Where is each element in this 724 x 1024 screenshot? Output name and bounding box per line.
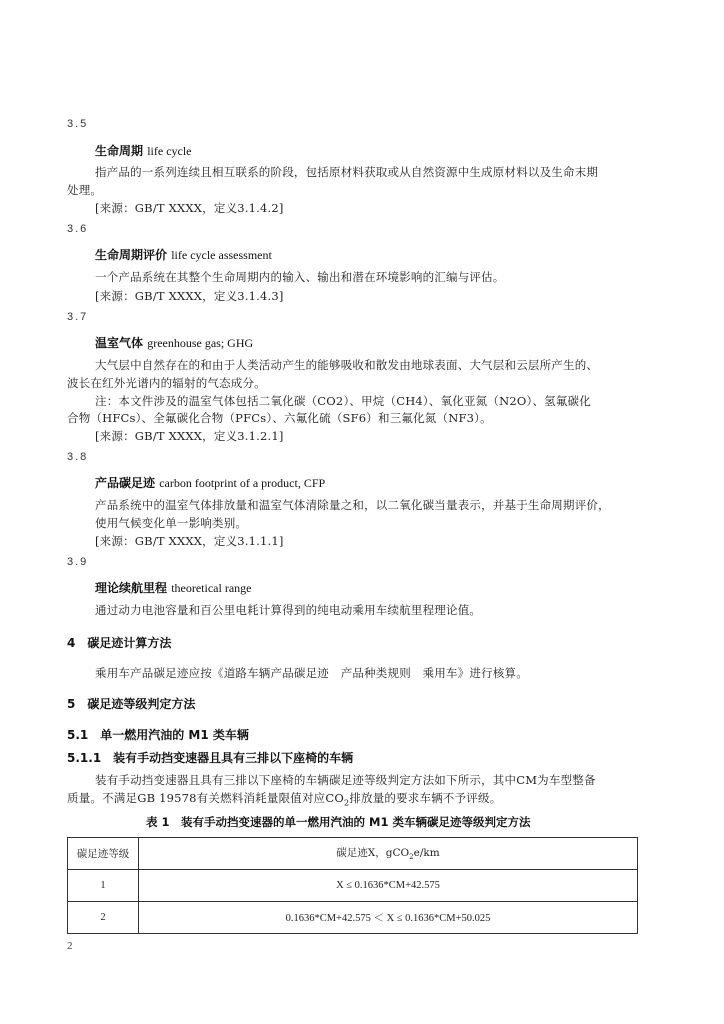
definition-line: 大气层中自然存在的和由于人类活动产生的能够吸收和散发由地球表面、大气层和云层所产生的、 xyxy=(95,358,599,372)
page-number: 2 xyxy=(67,940,73,952)
term-title xyxy=(95,579,252,596)
paragraph-line: 装有手动挡变速器且具有三排以下座椅的车辆碳足迹等级判定方法如下所示，其中CM为车型整备 xyxy=(95,773,596,787)
definition-line: 处理。 xyxy=(67,183,103,197)
term-en: theoretical range xyxy=(171,581,252,595)
section-number: 3.7 xyxy=(67,311,89,323)
level-cell: 1 xyxy=(68,870,139,902)
note-line: 合物（HFCs）、全氟碳化合物（PFCs）、六氟化硫（SF6）和三氟化氮（NF3）。 xyxy=(67,411,492,425)
source-line: [来源：GB/T XXXX，定义3.1.4.2] xyxy=(95,201,284,215)
range-cell: X ≤ 0.1636*CM+42.575 xyxy=(139,870,638,902)
note-line: 注：本文件涉及的温室气体包括二氧化碳（CO2）、甲烷（CH4）、氧化亚氮（N2O）、氢氟碳化 xyxy=(95,394,591,408)
source-line: [来源：GB/T XXXX，定义3.1.4.3] xyxy=(95,289,284,303)
chapter-heading: 5 碳足迹等级判定方法 xyxy=(67,697,196,711)
chapter-heading: 4 碳足迹计算方法 xyxy=(67,636,172,650)
term-title xyxy=(95,246,272,263)
term-cn: 理论续航里程 xyxy=(95,581,168,595)
term-en: life cycle assessment xyxy=(171,248,272,262)
definition-line: 产品系统中的温室气体排放量和温室气体清除量之和，以二氧化碳当量表示，并基于生命周期评价， xyxy=(95,498,610,512)
term-cn: 温室气体 xyxy=(95,336,144,350)
paragraph-text: 排放量的要求车辆不予评级。 xyxy=(349,791,502,805)
header-cell-footprint xyxy=(139,838,638,870)
level-cell: 2 xyxy=(68,902,139,934)
term-en: carbon footprint of a product, CFP xyxy=(159,476,326,490)
grade-table xyxy=(67,837,638,934)
term-cn: 生命周期 xyxy=(95,144,144,158)
source-line: [来源：GB/T XXXX，定义3.1.1.1] xyxy=(95,534,284,548)
definition-line: 通过动力电池容量和百公里电耗计算得到的纯电动乘用车续航里程理论值。 xyxy=(95,603,482,617)
table-row xyxy=(68,870,638,902)
table-caption: 表 1 装有手动挡变速器的单一燃用汽油的 M1 类车辆碳足迹等级判定方法 xyxy=(146,815,531,829)
definition-line: 波长在红外光谱内的辐射的气态成分。 xyxy=(67,376,266,390)
paragraph-text: 质量。不满足GB 19578有关燃料消耗量限值对应CO xyxy=(67,791,345,805)
paragraph-line xyxy=(67,790,501,807)
section-number: 3.6 xyxy=(67,223,89,235)
section-number: 3.9 xyxy=(67,556,89,568)
term-cn: 生命周期评价 xyxy=(95,248,168,262)
header-text: 碳足迹X，gCO xyxy=(336,847,410,860)
term-title xyxy=(95,474,325,491)
term-en: greenhouse gas; GHG xyxy=(147,336,254,350)
term-cn: 产品碳足迹 xyxy=(95,476,156,490)
term-en: life cycle xyxy=(147,144,192,158)
table-header-row xyxy=(68,838,638,870)
table-row xyxy=(68,902,638,934)
subscript: 2 xyxy=(344,798,350,808)
section-number: 3.8 xyxy=(67,451,89,463)
header-cell-level: 碳足迹等级 xyxy=(68,838,139,870)
source-line: [来源：GB/T XXXX，定义3.1.2.1] xyxy=(95,429,284,443)
range-cell: 0.1636*CM+42.575 ＜ X ≤ 0.1636*CM+50.025 xyxy=(139,902,638,934)
term-title xyxy=(95,142,192,159)
definition-line: 指产品的一系列连续且相互联系的阶段，包括原材料获取或从自然资源中生成原材料以及生命末期 xyxy=(95,165,599,179)
subsection-heading: 5.1.1 装有手动挡变速器且具有三排以下座椅的车辆 xyxy=(67,751,354,765)
definition-line: 一个产品系统在其整个生命周期内的输入、输出和潜在环境影响的汇编与评估。 xyxy=(95,270,505,284)
definition-line: 使用气候变化单一影响类别。 xyxy=(95,516,248,530)
header-text: e/km xyxy=(413,847,440,860)
term-title xyxy=(95,334,253,351)
section-heading: 5.1 单一燃用汽油的 M1 类车辆 xyxy=(67,728,249,742)
section-number: 3.5 xyxy=(67,118,89,130)
chapter-text: 乘用车产品碳足迹应按《道路车辆产品碳足迹 产品种类规则 乘用车》进行核算。 xyxy=(95,666,528,680)
subscript: 2 xyxy=(409,853,414,862)
